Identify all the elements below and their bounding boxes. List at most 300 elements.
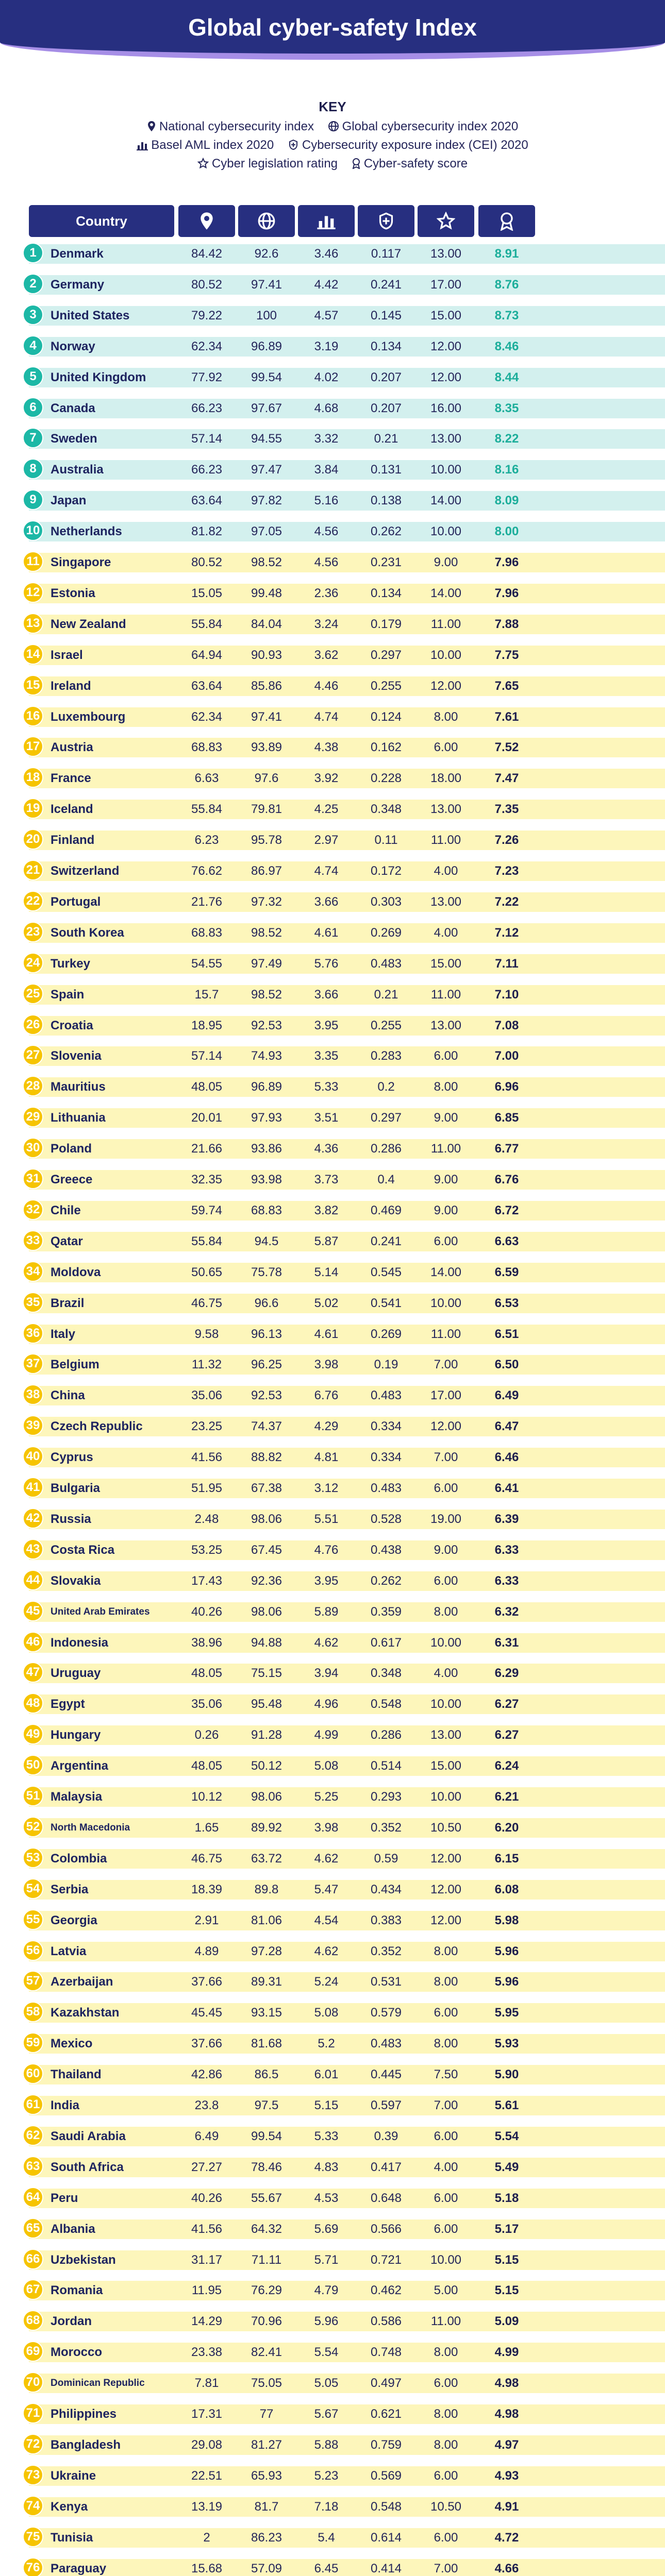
rank-badge: 9 [23,489,43,510]
table-row [23,1723,665,1745]
cei-index-value: 0.2 [377,1080,395,1094]
basel-index-value: 5.08 [314,1759,339,1773]
rank-badge: 18 [23,767,43,788]
cei-index-value: 0.179 [370,617,402,631]
global-index-value: 74.93 [251,1049,282,1063]
country-name: Jordan [51,2314,92,2329]
country-name: Croatia [51,1018,93,1032]
legislation-rating-value: 6.00 [434,1481,458,1495]
legislation-rating-value: 7.00 [434,2561,458,2575]
global-index-value: 97.49 [251,956,282,971]
table-row [23,2248,665,2270]
global-index-value: 98.06 [251,1604,282,1619]
legislation-rating-value: 10.00 [430,1697,462,1711]
national-index-value: 84.42 [191,247,223,261]
key-item-legislation [197,157,338,171]
national-index-value: 13.19 [191,2499,223,2514]
country-name: France [51,771,91,786]
national-index-value: 7.81 [194,2376,219,2391]
legislation-rating-value: 4.00 [434,2160,458,2174]
country-name: Denmark [51,247,104,261]
cyber-safety-score-value: 5.61 [494,2098,519,2112]
table-row [23,1075,665,1097]
header-banner [0,0,665,60]
rank-badge: 21 [23,860,43,880]
national-index-value: 62.34 [191,339,223,353]
key-item-cei [288,138,528,152]
cei-index-value: 0.462 [370,2283,402,2298]
rank-badge: 61 [23,2094,43,2115]
cei-index-value: 0.597 [370,2098,402,2112]
location-pin-icon [147,121,156,132]
country-name: Malaysia [51,1790,103,1804]
rank-badge: 13 [23,613,43,634]
rank-badge: 25 [23,984,43,1004]
basel-index-value: 3.62 [314,648,339,662]
cei-index-value: 0.759 [370,2437,402,2452]
global-index-value: 95.78 [251,833,282,848]
legislation-rating-value: 8.00 [434,2037,458,2051]
national-index-value: 6.63 [194,771,219,786]
basel-index-value: 5.87 [314,1234,339,1248]
cei-index-value: 0.359 [370,1604,402,1619]
cei-index-value: 0.262 [370,524,402,539]
table-row [23,1754,665,1776]
cei-index-value: 0.134 [370,586,402,600]
table-row [23,952,665,974]
cyber-safety-score-value: 8.16 [494,463,519,477]
rank-badge: 19 [23,798,43,819]
global-index-value: 50.12 [251,1759,282,1773]
basel-index-value: 3.95 [314,1018,339,1032]
key-item-global [328,120,519,134]
cei-index-value: 0.383 [370,1913,402,1927]
cei-index-value: 0.21 [374,432,398,446]
basel-index-value: 4.99 [314,1728,339,1742]
national-index-value: 48.05 [191,1080,223,1094]
global-index-value: 68.83 [251,1203,282,1217]
table-row [23,1970,665,1992]
legislation-rating-value: 9.00 [434,1203,458,1217]
cyber-safety-score-value: 8.00 [494,524,519,539]
cei-index-value: 0.11 [374,833,398,848]
table-row [23,1477,665,1498]
national-index-value: 22.51 [191,2468,223,2483]
basel-index-value: 4.62 [314,1635,339,1650]
global-index-value: 99.54 [251,370,282,384]
global-index-value: 86.97 [251,864,282,878]
basel-index-value: 4.61 [314,1327,339,1341]
basel-index-value: 5.23 [314,2468,339,2483]
cei-index-value: 0.131 [370,463,402,477]
country-name: Saudi Arabia [51,2129,126,2143]
global-index-value: 99.54 [251,2129,282,2143]
national-index-value: 17.43 [191,1573,223,1588]
rank-badge: 29 [23,1107,43,1127]
country-name: Singapore [51,555,111,569]
cei-index-value: 0.569 [370,2468,402,2483]
table-row [23,2371,665,2393]
national-index-value: 21.76 [191,894,223,909]
key-row-3 [0,157,665,171]
cei-index-value: 0.334 [370,1419,402,1434]
global-index-value: 92.53 [251,1388,282,1403]
legislation-rating-value: 7.00 [434,2098,458,2112]
cyber-safety-score-value: 6.27 [494,1728,519,1742]
national-index-value: 46.75 [191,1851,223,1866]
cei-index-value: 0.514 [370,1759,402,1773]
country-name: Netherlands [51,524,122,539]
national-index-value: 18.39 [191,1882,223,1896]
basel-index-value: 6.01 [314,2067,339,2082]
country-name: Austria [51,740,93,755]
rank-badge: 22 [23,891,43,911]
cyber-safety-score-value: 4.99 [494,2345,519,2360]
national-index-value: 41.56 [191,2222,223,2236]
basel-index-value: 5.14 [314,1265,339,1279]
global-index-value: 97.67 [251,401,282,415]
table-row [23,1261,665,1282]
rank-badge: 10 [23,520,43,541]
country-name: New Zealand [51,617,126,631]
cyber-safety-score-value: 6.33 [494,1543,519,1557]
global-index-value: 97.32 [251,894,282,909]
national-index-value: 50.65 [191,1265,223,1279]
basel-index-value: 4.61 [314,925,339,940]
table-row [23,1044,665,1066]
rank-badge: 2 [23,274,43,294]
globe-icon [328,121,339,132]
global-index-value: 65.93 [251,2468,282,2483]
legislation-rating-value: 11.00 [430,1327,461,1341]
key-label-basel: Basel AML index 2020 [151,138,274,152]
country-name: United Kingdom [51,370,146,384]
table-row [23,1631,665,1653]
rank-badge: 12 [23,582,43,603]
cyber-safety-score-value: 5.15 [494,2252,519,2267]
national-index-value: 41.56 [191,1450,223,1465]
national-index-value: 81.82 [191,524,223,539]
basel-index-value: 3.19 [314,339,339,353]
basel-index-value: 4.79 [314,2283,339,2298]
basel-index-value: 3.46 [314,247,339,261]
table-row [23,458,665,480]
global-index-value: 90.93 [251,648,282,662]
national-index-value: 80.52 [191,555,223,569]
rank-badge: 70 [23,2372,43,2393]
rank-badge: 54 [23,1878,43,1899]
national-index-value: 55.84 [191,802,223,817]
legislation-rating-value: 13.00 [430,247,462,261]
legislation-rating-value: 10.00 [430,1635,462,1650]
cei-index-value: 0.348 [370,1666,402,1681]
table-row [23,643,665,665]
cyber-safety-score-value: 6.59 [494,1265,519,1279]
national-index-value: 23.8 [194,2098,219,2112]
country-name: Slovakia [51,1573,101,1588]
legislation-rating-value: 9.00 [434,1543,458,1557]
rank-badge: 44 [23,1570,43,1590]
cyber-safety-score-value: 5.98 [494,1913,519,1927]
country-name: Russia [51,1512,91,1526]
cei-index-value: 0.748 [370,2345,402,2360]
legislation-rating-value: 6.00 [434,2222,458,2236]
cei-index-value: 0.483 [370,1481,402,1495]
cyber-safety-score-value: 6.31 [494,1635,519,1650]
basel-index-value: 3.95 [314,1573,339,1588]
cyber-safety-score-value: 6.41 [494,1481,519,1495]
basel-index-value: 5.15 [314,2098,339,2112]
cyber-safety-score-value: 6.20 [494,1820,519,1835]
global-index-value: 81.27 [251,2437,282,2452]
global-index-value: 71.11 [251,2252,282,2267]
country-name: Egypt [51,1697,85,1711]
national-index-value: 6.49 [194,2129,219,2143]
cei-index-value: 0.483 [370,956,402,971]
legislation-rating-value: 6.00 [434,1049,458,1063]
cyber-safety-score-value: 7.12 [494,925,519,940]
table-header [23,203,665,241]
country-name: Australia [51,463,104,477]
country-name: Hungary [51,1728,101,1742]
country-name: Israel [51,648,83,662]
global-index-value: 70.96 [251,2314,282,2329]
global-index-value: 78.46 [251,2160,282,2174]
table-row [23,1816,665,1838]
rank-badge: 23 [23,922,43,942]
rank-badge: 26 [23,1014,43,1035]
national-index-value: 9.58 [194,1327,219,1341]
table-row [23,767,665,788]
cyber-safety-score-value: 6.24 [494,1759,519,1773]
country-name: Lithuania [51,1111,106,1125]
header-legislation [418,205,474,237]
legislation-rating-value: 8.00 [434,2407,458,2421]
cyber-safety-score-value: 8.46 [494,339,519,353]
rank-badge: 16 [23,706,43,726]
table-row [23,1106,665,1128]
national-index-value: 45.45 [191,2006,223,2020]
national-index-value: 20.01 [191,1111,223,1125]
basel-index-value: 3.98 [314,1820,339,1835]
cei-index-value: 0.617 [370,1635,402,1650]
basel-index-value: 5.71 [314,2252,339,2267]
legislation-rating-value: 6.00 [434,2006,458,2020]
national-index-value: 2 [203,2530,210,2545]
basel-index-value: 3.98 [314,1358,339,1372]
shield-arrows-icon [288,139,299,150]
cyber-safety-score-value: 5.95 [494,2006,519,2020]
legislation-rating-value: 12.00 [430,679,462,693]
key-label-score: Cyber-safety score [363,157,468,171]
country-name: Tunisia [51,2530,93,2545]
cei-index-value: 0.269 [370,925,402,940]
global-index-value: 93.89 [251,740,282,755]
legislation-rating-value: 11.00 [430,1142,461,1156]
legislation-rating-value: 14.00 [430,586,462,600]
global-index-value: 77 [259,2407,274,2421]
cyber-safety-score-value: 5.09 [494,2314,519,2329]
cyber-safety-score-value: 7.75 [494,648,519,662]
country-name: Slovenia [51,1049,102,1063]
cyber-safety-score-value: 6.96 [494,1080,519,1094]
cyber-safety-score-value: 7.22 [494,894,519,909]
legislation-rating-value: 8.00 [434,1604,458,1619]
country-name: Philippines [51,2407,117,2421]
legislation-rating-value: 8.00 [434,1944,458,1958]
cyber-safety-score-value: 7.26 [494,833,519,848]
national-index-value: 63.64 [191,494,223,508]
cei-index-value: 0.334 [370,1450,402,1465]
national-index-value: 79.22 [191,308,223,323]
legislation-rating-value: 8.00 [434,709,458,724]
basel-index-value: 4.81 [314,1450,339,1465]
table-row [23,1014,665,1036]
country-name: United States [51,308,130,323]
key-item-score [352,157,468,171]
basel-index-value: 4.02 [314,370,339,384]
rank-badge: 65 [23,2218,43,2239]
header-country: Country [29,205,174,237]
global-index-value: 86.5 [254,2067,279,2082]
legislation-rating-value: 8.00 [434,1080,458,1094]
cei-index-value: 0.566 [370,2222,402,2236]
cyber-safety-score-value: 7.47 [494,771,519,786]
legislation-rating-value: 10.00 [430,2252,462,2267]
rank-badge: 49 [23,1724,43,1744]
cei-index-value: 0.134 [370,339,402,353]
table-row [23,736,665,757]
country-name: Iceland [51,802,93,817]
cyber-safety-score-value: 6.21 [494,1790,519,1804]
global-index-value: 89.92 [251,1820,282,1835]
cei-index-value: 0.548 [370,2499,402,2514]
rank-badge: 63 [23,2156,43,2177]
cei-index-value: 0.138 [370,494,402,508]
country-name: Bulgaria [51,1481,101,1495]
country-name: Cyprus [51,1450,93,1465]
national-index-value: 23.38 [191,2345,223,2360]
national-index-value: 64.94 [191,648,223,662]
legislation-rating-value: 10.50 [430,2499,462,2514]
star-icon [197,158,209,169]
basel-index-value: 3.51 [314,1111,339,1125]
table-row [23,674,665,696]
country-name: Turkey [51,956,90,971]
national-index-value: 53.25 [191,1543,223,1557]
cei-index-value: 0.621 [370,2407,402,2421]
table-row [23,921,665,943]
rank-badge: 43 [23,1539,43,1560]
rank-badge: 51 [23,1786,43,1806]
national-index-value: 29.08 [191,2437,223,2452]
rank-badge: 42 [23,1508,43,1529]
national-index-value: 57.14 [191,1049,223,1063]
cei-index-value: 0.145 [370,308,402,323]
legislation-rating-value: 13.00 [430,432,462,446]
country-name: Canada [51,401,95,415]
national-index-value: 35.06 [191,1388,223,1403]
cei-index-value: 0.228 [370,771,402,786]
legislation-rating-value: 5.00 [434,2283,458,2298]
legislation-rating-value: 7.00 [434,1450,458,1465]
legislation-rating-value: 18.00 [430,771,462,786]
legislation-rating-value: 15.00 [430,1759,462,1773]
national-index-value: 66.23 [191,463,223,477]
cyber-safety-score-value: 8.73 [494,308,519,323]
table-row [23,1168,665,1190]
global-index-value: 76.29 [251,2283,282,2298]
cyber-safety-score-value: 7.88 [494,617,519,631]
rank-badge: 28 [23,1076,43,1096]
rank-badge: 76 [23,2557,43,2576]
global-index-value: 97.5 [254,2098,279,2112]
rank-badge: 1 [23,243,43,263]
cei-index-value: 0.414 [370,2561,402,2575]
cyber-safety-score-value: 6.15 [494,1851,519,1866]
rank-badge: 33 [23,1230,43,1251]
table-row [23,427,665,449]
national-index-value: 17.31 [191,2407,223,2421]
cyber-safety-score-value: 7.96 [494,586,519,600]
national-index-value: 40.26 [191,1604,223,1619]
rank-badge: 35 [23,1292,43,1313]
global-index-value: 93.86 [251,1142,282,1156]
national-index-value: 51.95 [191,1481,223,1495]
cyber-safety-score-value: 5.96 [494,1975,519,1989]
national-index-value: 63.64 [191,679,223,693]
cyber-safety-score-value: 5.49 [494,2160,519,2174]
country-name: Sweden [51,432,97,446]
basel-index-value: 3.82 [314,1203,339,1217]
rank-badge: 59 [23,2032,43,2053]
basel-index-value: 3.35 [314,1049,339,1063]
global-index-value: 97.05 [251,524,282,539]
legislation-rating-value: 13.00 [430,802,462,817]
country-name: Poland [51,1142,92,1156]
global-index-value: 81.06 [251,1913,282,1927]
cei-index-value: 0.483 [370,2037,402,2051]
national-index-value: 54.55 [191,956,223,971]
rank-badge: 34 [23,1261,43,1282]
table-row [23,798,665,819]
legislation-rating-value: 4.00 [434,864,458,878]
country-name: Azerbaijan [51,1975,113,1989]
global-index-value: 95.48 [251,1697,282,1711]
global-index-value: 97.82 [251,494,282,508]
table-row [23,1692,665,1714]
global-index-value: 92.53 [251,1018,282,1032]
cei-index-value: 0.531 [370,1975,402,1989]
rank-badge: 8 [23,459,43,479]
legislation-rating-value: 6.00 [434,2468,458,2483]
country-name: Kazakhstan [51,2006,120,2020]
table-row [23,582,665,603]
key-row-2 [0,138,665,152]
national-index-value: 57.14 [191,432,223,446]
cei-index-value: 0.352 [370,1944,402,1958]
global-index-value: 88.82 [251,1450,282,1465]
global-index-value: 97.41 [251,709,282,724]
global-index-value: 98.52 [251,555,282,569]
basel-index-value: 3.92 [314,771,339,786]
rank-badge: 52 [23,1817,43,1837]
country-name: Greece [51,1173,93,1187]
country-name: Indonesia [51,1635,109,1650]
cei-index-value: 0.124 [370,709,402,724]
global-index-value: 96.6 [254,1296,279,1310]
global-index-value: 55.67 [251,2191,282,2205]
